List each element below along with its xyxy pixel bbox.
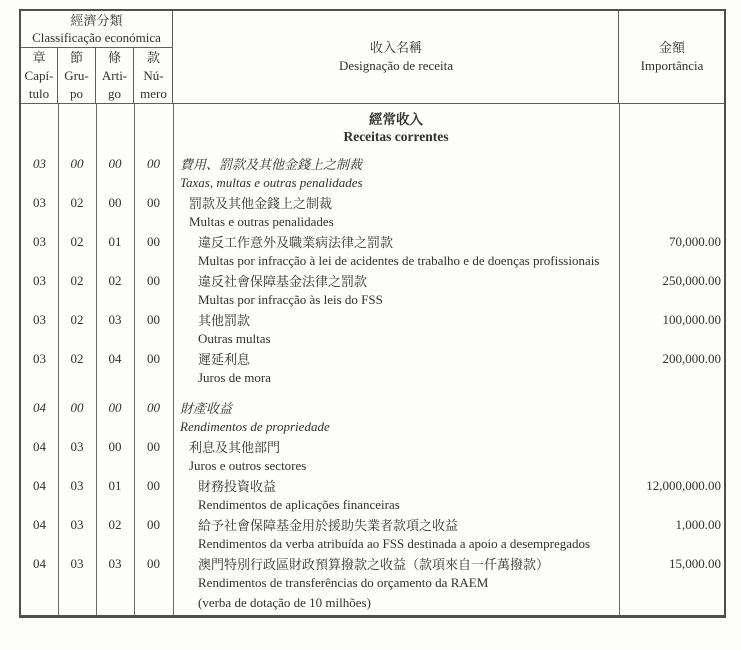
table-row-line: [21, 398, 724, 418]
capitulo-cell: 03: [33, 194, 46, 210]
table-row-line: [21, 369, 724, 389]
col-header-grupo: [58, 48, 96, 103]
table-row-line: [21, 418, 724, 438]
artigo-cell: 02: [108, 272, 122, 288]
artigo-cell: 03: [108, 311, 122, 327]
revenue-entry: [21, 232, 724, 271]
designation-cell: Rendimentos de propriedade: [180, 419, 330, 435]
table-row-line: [21, 174, 724, 194]
col-artigo-pt1: Arti-: [101, 67, 128, 83]
amount-cell: 200,000.00: [662, 350, 721, 366]
grupo-cell: 02: [70, 194, 84, 210]
artigo-cell: 02: [108, 516, 122, 532]
classification-header: [21, 11, 173, 103]
table-row-line: [21, 310, 724, 330]
artigo-cell: 00: [108, 438, 122, 454]
designation-cell: 違反社會保障基金法律之罰款: [198, 274, 368, 290]
designation-cell: 其他罰款: [198, 313, 251, 329]
col-numero-zh: 款: [146, 49, 160, 65]
artigo-cell: 01: [108, 477, 122, 493]
table-row-line: [21, 593, 724, 613]
classification-title: [21, 11, 172, 48]
capitulo-cell: 04: [33, 399, 46, 415]
classification-subcolumns: [21, 48, 172, 103]
capitulo-cell: 04: [33, 516, 46, 532]
grupo-cell: 03: [70, 438, 84, 454]
designation-cell: 給予社會保障基金用於援助失業者款項之收益: [198, 518, 459, 534]
col-artigo-zh: 條: [107, 49, 121, 65]
designation-cell: 費用、罰款及其他金錢上之制裁: [180, 157, 363, 173]
capitulo-cell: 03: [33, 350, 46, 366]
amount-header: [620, 11, 724, 103]
numero-cell: 00: [147, 555, 160, 571]
table-row-line: [21, 330, 724, 350]
table-row-line: [21, 476, 724, 496]
revenue-entry: [21, 554, 724, 613]
grupo-cell: 02: [70, 311, 84, 327]
artigo-cell: 01: [108, 233, 122, 249]
table-row-line: [21, 193, 724, 213]
table-row-line: [21, 437, 724, 457]
col-capitulo-zh: 章: [32, 49, 46, 65]
designation-header: [174, 11, 619, 103]
table-body: [21, 104, 724, 615]
revenue-entry: [21, 154, 724, 193]
numero-cell: 00: [147, 194, 160, 210]
grupo-cell: 03: [70, 477, 84, 493]
capitulo-cell: 04: [33, 555, 46, 571]
table-row-line: [21, 515, 724, 535]
budget-table: [19, 9, 726, 618]
col-grupo-zh: 節: [69, 49, 83, 65]
revenue-entry: [21, 398, 724, 437]
table-row-line: [21, 252, 724, 272]
amount-cell: 70,000.00: [669, 233, 721, 249]
designation-cell: Multas por infracção às leis do FSS: [198, 292, 383, 308]
designation-cell: 經常收入: [369, 111, 423, 127]
revenue-entry: [21, 437, 724, 476]
amount-header-zh: 金額: [658, 40, 685, 55]
classification-title-pt: Classificação económica: [32, 30, 161, 45]
table-row-line: [21, 349, 724, 369]
amount-header-pt: Importância: [640, 58, 704, 73]
col-grupo-pt2: po: [70, 85, 83, 101]
capitulo-cell: 03: [33, 311, 46, 327]
col-capitulo-pt1: Capí-: [24, 67, 54, 83]
designation-cell: 利息及其他部門: [189, 440, 281, 456]
classification-title-zh: 經濟分類: [70, 13, 123, 28]
amount-cell: 1,000.00: [675, 516, 721, 532]
revenue-entry: [21, 476, 724, 515]
designation-cell: Rendimentos da verba atribuída ao FSS destinada a apoio a desempregados: [198, 536, 591, 552]
table-row-line: [21, 574, 724, 594]
designation-cell: 財務投資收益: [198, 479, 277, 495]
grupo-cell: 03: [70, 555, 84, 571]
col-header-artigo: [96, 48, 134, 103]
designation-header-pt: Designação de receita: [338, 58, 454, 73]
amount-cell: 12,000,000.00: [646, 477, 721, 493]
designation-cell: Juros e outros sectores: [189, 458, 307, 474]
col-header-capitulo: [21, 48, 58, 103]
grupo-cell: 02: [70, 233, 84, 249]
section-title: [21, 108, 724, 147]
revenue-entry: [21, 193, 724, 232]
table-row-line: [21, 108, 724, 128]
amount-cell: 250,000.00: [662, 272, 721, 288]
table-row-line: [21, 154, 724, 174]
designation-cell: 財產收益: [180, 401, 233, 417]
designation-cell: 澳門特別行政區財政預算撥款之收益（款項來自一仟萬撥款）: [198, 557, 550, 573]
capitulo-cell: 04: [33, 477, 46, 493]
designation-cell: Outras multas: [198, 331, 271, 347]
table-row-line: [21, 232, 724, 252]
numero-cell: 00: [147, 272, 160, 288]
col-capitulo-pt2: tulo: [28, 85, 50, 101]
designation-cell: Rendimentos de transferências do orçamento da RAEM: [198, 575, 489, 591]
amount-cell: 100,000.00: [662, 311, 721, 327]
designation-cell: Multas e outras penalidades: [189, 214, 334, 230]
numero-cell: 00: [147, 477, 160, 493]
table-row-line: [21, 554, 724, 574]
grupo-cell: 02: [70, 350, 84, 366]
designation-cell: Rendimentos de aplicações financeiras: [198, 497, 400, 513]
designation-cell: 遲延利息: [198, 352, 251, 368]
capitulo-cell: 03: [33, 272, 46, 288]
grupo-cell: 00: [70, 399, 84, 415]
col-header-numero: [134, 48, 173, 103]
numero-cell: 00: [147, 399, 160, 415]
artigo-cell: 00: [108, 155, 122, 171]
artigo-cell: 00: [108, 399, 122, 415]
grupo-cell: 03: [70, 516, 84, 532]
numero-cell: 00: [147, 516, 160, 532]
revenue-entry: [21, 515, 724, 554]
numero-cell: 00: [147, 311, 160, 327]
artigo-cell: 04: [108, 350, 122, 366]
designation-header-zh: 收入名稱: [369, 40, 422, 55]
table-row-line: [21, 213, 724, 233]
numero-cell: 00: [147, 233, 160, 249]
designation-cell: Receitas correntes: [343, 129, 449, 145]
col-numero-pt1: Nú-: [143, 67, 164, 83]
grupo-cell: 00: [70, 155, 84, 171]
designation-cell: 違反工作意外及職業病法律之罰款: [198, 235, 394, 251]
artigo-cell: 03: [108, 555, 122, 571]
col-grupo-pt1: Gru-: [64, 67, 89, 83]
table-row-line: [21, 271, 724, 291]
amount-cell: 15,000.00: [669, 555, 721, 571]
col-artigo-pt2: go: [108, 85, 121, 101]
revenue-entry: [21, 349, 724, 388]
artigo-cell: 00: [108, 194, 122, 210]
table-header: [21, 11, 724, 104]
table-row-line: [21, 128, 724, 148]
table-row-line: [21, 457, 724, 477]
table-row-line: [21, 535, 724, 555]
numero-cell: 00: [147, 155, 160, 171]
revenue-entry: [21, 271, 724, 310]
revenue-entry: [21, 310, 724, 349]
grupo-cell: 02: [70, 272, 84, 288]
designation-cell: (verba de dotação de 10 milhões): [198, 594, 371, 610]
capitulo-cell: 03: [33, 233, 46, 249]
numero-cell: 00: [147, 438, 160, 454]
capitulo-cell: 04: [33, 438, 46, 454]
col-numero-pt2: mero: [140, 85, 167, 101]
table-row-line: [21, 496, 724, 516]
capitulo-cell: 03: [33, 155, 46, 171]
designation-cell: 罰款及其他金錢上之制裁: [189, 196, 333, 212]
designation-cell: Taxas, multas e outras penalidades: [180, 175, 363, 191]
numero-cell: 00: [147, 350, 160, 366]
designation-cell: Juros de mora: [198, 370, 271, 386]
table-row-line: [21, 291, 724, 311]
designation-cell: Multas por infracção à lei de acidentes de trabalho e de doenças profissionais: [198, 253, 600, 269]
